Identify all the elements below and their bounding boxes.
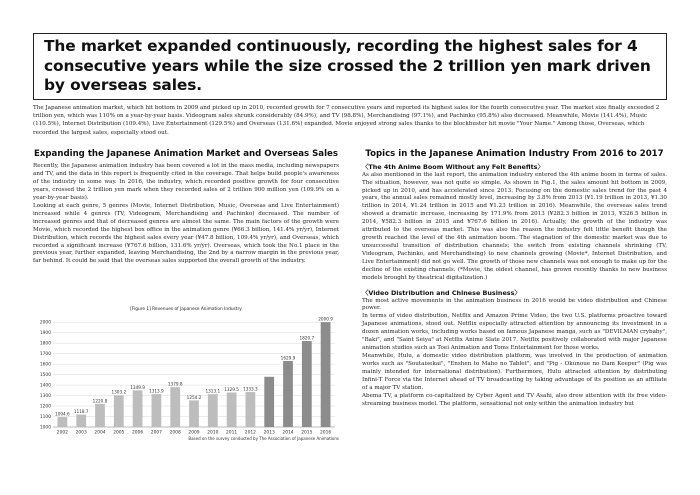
left-heading: Expanding the Japanese Animation Market and Overseas Sales: [33, 149, 339, 159]
x-tick-label: 2004: [94, 430, 106, 436]
x-tick-label: 2003: [75, 430, 87, 436]
right-subheading-2: 〈Video Distribution and Chinese Business〉: [362, 288, 521, 297]
chart-bar: [152, 394, 162, 427]
x-tick-label: 2011: [226, 430, 238, 436]
x-tick-label: 2009: [188, 430, 200, 436]
x-tick-label: 2013: [263, 430, 275, 436]
right-subheading-1: 〈The 4th Anime Boom Without any Felt Benefits〉: [362, 163, 544, 171]
bar-value-label: 1094.6: [55, 411, 70, 417]
bar-value-label: 1313.9: [149, 388, 164, 394]
bar-value-label: 2000.9: [318, 316, 333, 322]
left-column: [33, 148, 339, 266]
chart-bar: [114, 395, 124, 427]
y-tick-label: 1500: [39, 373, 51, 379]
chart-bar: [283, 361, 293, 427]
bar-value-label: 1254.2: [186, 394, 202, 400]
bar-value-label: 1303.2: [111, 389, 127, 395]
right-section-1-text: As also mentioned in the last report, the animation industry entered the 4th anime boom in terms of sales. The situation, however, was not quite so simple. As shown in Fig.1, the sales amount hit bottom in 2009, picked up in 2010, and has accelerated since 2013. Focusing on the domestic sales trend for the past 4 years, the annual sales remained mostly level, increasing by 3.8% from 2013 (¥1.19 trillion in 2013, ¥1.30 trillion in 2014, ¥1.24 trillion in 2015 and ¥1.23 trillion in 2016). Meanwhile, the overseas sales trend showed a dramatic increase, increasing by 171.9% from 2013 (¥282.3 billion in 2013, ¥326.5 billion in 2014, ¥582.3 billion in 2015 and ¥767.6 billion in 2016). Actually, the growth of the industry was attributed to the overseas market. This was also the reason the industry felt little benefit though the growth reached the level of the 4th animation boom. The stagnation of the domestic market was due to unsuccessful transition of distribution channels; the switch from existing channels shrinking (TV, Videogram, Pachinko, and Merchandising) to new channels growing (Movie*, Internet Distribution, and Live Entertainment) did not go well. The growth of those new channels was not enough to make up for the decline of the existing channels. (*Movie, the oldest channel, has grown recently thanks to new business models brought by theatrical digitalization.): [362, 171, 667, 281]
headline-box: [33, 33, 667, 100]
chart-svg: [33, 307, 339, 439]
x-tick-label: 2016: [320, 430, 332, 436]
y-tick-label: 2000: [39, 320, 51, 326]
chart-source: Based on the survey conducted by The Association of Japanese Animations: [188, 436, 339, 441]
y-tick-label: 1200: [39, 404, 51, 410]
y-tick-label: 1300: [39, 394, 51, 400]
x-tick-label: 2006: [132, 430, 144, 436]
bar-value-label: 1379.8: [167, 381, 183, 387]
right-column: [362, 148, 667, 409]
chart-bar: [95, 404, 105, 427]
x-tick-label: 2007: [150, 430, 162, 436]
bar-value-label: 1333.3: [243, 386, 258, 392]
bar-value-label: 1220.8: [92, 398, 108, 404]
y-tick-label: 1400: [39, 383, 51, 389]
bar-value-label: 1820.7: [299, 335, 315, 341]
x-tick-label: 2012: [244, 430, 256, 436]
bar-value-label: 1313.1: [205, 388, 221, 394]
chart-bar: [302, 341, 312, 427]
chart-bar: [76, 415, 86, 427]
left-paragraph-2: Looking at each genre, 5 genres (Movie, Internet Distribution, Music, Overseas and Live Entertainment) increased while 4 genres (TV, Videogram, Merchandising and Pachinko) decreased. The number of increased genres and that of decreased genres are almost the same. The main factors of the growth were Movie, which recorded the highest box office in the animation genre (¥66.3 billion, 141.4% yr/yr), Internet Distribution, which records the highest sales every year (¥47.8 billion, 109.4% yr/yr), and Overseas, which recorded a significant increase (¥767.6 billion, 131.6% yr/yr). Overseas, which took the No.1 place in the previous year, further expanded, leaving Merchandising, the 2nd by a narrow margin in the previous year, far behind. It could be said that the overseas sales supported the overall growth of the industry.: [33, 202, 339, 265]
chart-title: [Figure 1] Revenues of Japanese Animation Industry: [130, 307, 242, 312]
chart-bar: [321, 322, 331, 427]
right-heading: Topics in the Japanese Animation Industry From 2016 to 2017: [365, 149, 664, 159]
x-tick-label: 2015: [301, 430, 313, 436]
chart-bar: [189, 400, 199, 427]
chart-bar: [264, 377, 274, 427]
x-tick-label: 2008: [169, 430, 181, 436]
bar-value-label: 1118.7: [73, 409, 89, 415]
chart-bar: [58, 417, 68, 427]
x-tick-label: 2005: [113, 430, 125, 436]
y-tick-label: 1800: [39, 341, 51, 347]
revenue-chart: [33, 307, 339, 447]
bar-value-label: 1349.9: [130, 384, 145, 390]
y-tick-label: 1100: [39, 415, 51, 421]
x-tick-label: 2014: [282, 430, 294, 436]
headline: The market expanded continuously, recording the highest sales for 4 consecutive years while the size crossed the 2 trillion yen mark driven by overseas sales.: [44, 37, 651, 94]
y-tick-label: 1000: [39, 425, 51, 431]
right-section-2-text: The most active movements in the animation business in 2016 would be video distribution and Chinese power. In terms of video distribution, Netflix and Amazon Prime Video, the two U.S. platforms proactive toward Japanese animations, stood out. Netflix especially attracted attention by announcing its investment in a dozen animation works, including works based on famous Japanese manga, such as "DEVILMAN crybaby", "Baki", and "Saint Seiya" at Netflix Anime Slate 2017. Netflix positively collaborated with major Japanese animation studios such as Toei Animation and Toms Entertainment for those works. Meanwhile, Hulu, a domestic video distribution platform, was involved in the production of animation works such as "Soutaisekai", "Enshen to Maho no Tablet", and "Pig - Okunoue no Dam Keeper" (Pig was mainly intended for international distribution). Furthermore, Hulu attracted attention by distributing Infini-T Force via the Internet ahead of TV broadcasting by taking advantage of its position as an affiliate of a major TV station. Abema TV, a platform co-capitalized by Cyber Agent and TV Asahi, also drew attention with its free video-streaming business model. The platform, sensational not only within the animation industry but: [362, 297, 667, 407]
bar-value-label: 1629.9: [280, 355, 296, 361]
chart-bar: [133, 390, 143, 427]
chart-bar: [208, 394, 218, 427]
chart-bar: [246, 392, 256, 427]
x-tick-label: 2010: [207, 430, 219, 436]
left-paragraph-1: Recently, the Japanese animation industry has been covered a lot in the mass media, including newspapers and TV, and the data in this report is frequently cited in the coverage. That helps build people's awareness of the industry in some way. In 2016, the industry, which recorded positive growth for four consecutive years, crossed the 2 trillion yen mark when they recorded sales of 2 trillion 900 million yen (109.9% on a year-by-year basis).: [33, 163, 339, 201]
y-tick-label: 1900: [39, 331, 51, 337]
y-tick-label: 1700: [39, 352, 51, 358]
x-tick-label: 2002: [56, 430, 68, 436]
bar-value-label: 1329.5: [224, 386, 239, 392]
summary-paragraph: The Japanese animation market, which hit bottom in 2009 and picked up in 2010, recorded growth for 7 consecutive years and reported its highest sales for the fourth consecutive year. The market size finally exceeded 2 trillion yen, which was 110% on a year-by-year basis. Videogram sales shrunk considerably (84.9%), and TV (98.8%), Merchandising (97.1%), and Pachinko (95.8%) also decreased. Meanwhile, Movie (141.4%), Music (110.5%), Internet Distribution (109.4%), Live Entertainment (129.5%) and Overseas (131.6%) expanded. Movie enjoyed strong sales thanks to the blockbuster hit movie "Your Name." Among those, Overseas, which recorded the largest sales, especially stood out.: [33, 105, 660, 136]
chart-bar: [170, 387, 180, 427]
y-tick-label: 1600: [39, 362, 51, 368]
chart-bar: [227, 392, 237, 427]
